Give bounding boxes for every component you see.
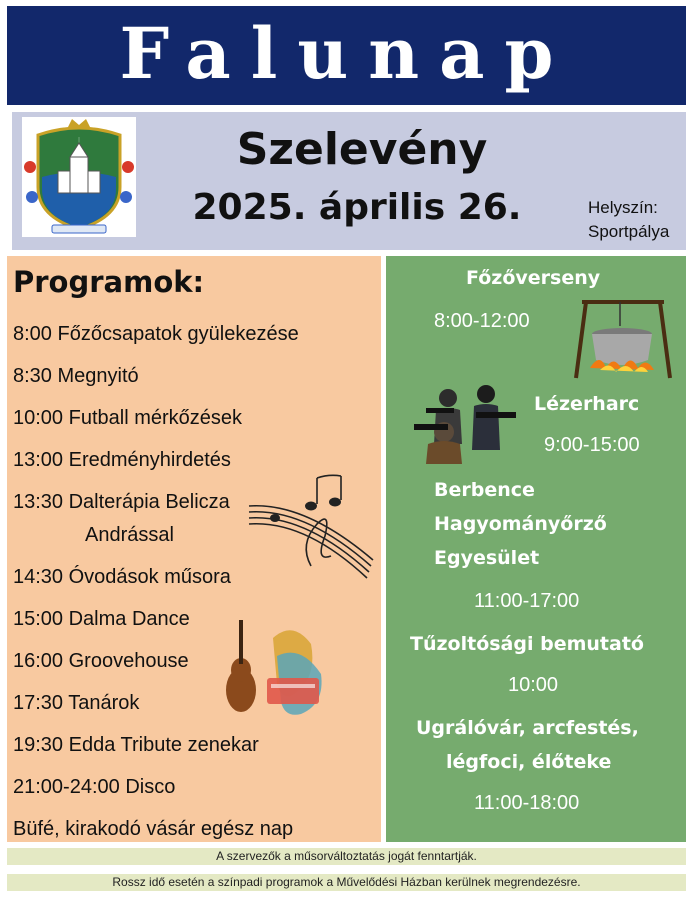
berbence-title-line1: Berbence xyxy=(434,479,535,501)
coat-of-arms-icon xyxy=(22,117,136,237)
event-date: 2025. április 26. xyxy=(192,187,522,228)
fun-activities-line1: Ugrálóvár, arcfestés, xyxy=(416,717,639,739)
location-label: Helyszín: xyxy=(588,198,658,217)
berbence-title-line3: Egyesület xyxy=(434,547,540,569)
cooking-contest-time: 8:00-12:00 xyxy=(434,310,530,332)
program-item-continuation: Andrással xyxy=(85,524,174,546)
program-item: 19:30 Edda Tribute zenekar xyxy=(13,734,259,756)
program-item: 15:00 Dalma Dance xyxy=(13,608,190,630)
program-item: 21:00-24:00 Disco xyxy=(13,776,176,798)
header-section xyxy=(12,112,686,250)
village-name: Szelevény xyxy=(236,124,488,175)
programs-panel xyxy=(7,256,381,842)
program-item: 16:00 Groovehouse xyxy=(13,650,189,672)
instruments-icon xyxy=(219,618,329,727)
program-item: 8:00 Főzőcsapatok gyülekezése xyxy=(13,323,299,345)
programs-heading: Programok: xyxy=(13,265,205,299)
program-item: 8:30 Megnyitó xyxy=(13,365,139,387)
title-banner xyxy=(7,6,686,105)
program-item: 13:30 Dalterápia Belicza xyxy=(13,491,230,513)
program-item: Büfé, kirakodó vásár egész nap xyxy=(13,818,294,840)
berbence-title-line2: Hagyományőrző xyxy=(434,513,607,535)
location-block xyxy=(588,196,688,244)
cooking-contest-title: Főzőverseny xyxy=(466,267,601,289)
weather-note: Rossz idő esetén a színpadi programok a Művelődési Házban kerülnek megrendezésre. xyxy=(7,874,686,891)
location-value: Sportpálya xyxy=(588,222,670,241)
fire-demo-time: 10:00 xyxy=(508,674,559,696)
laser-tag-title: Lézerharc xyxy=(534,393,640,415)
music-notes-icon xyxy=(245,474,377,585)
program-item: 10:00 Futball mérkőzések xyxy=(13,407,243,429)
laser-tag-players-icon xyxy=(414,384,518,469)
fun-activities-time: 11:00-18:00 xyxy=(474,792,580,814)
program-item: 13:00 Eredményhirdetés xyxy=(13,449,231,471)
laser-tag-time: 9:00-15:00 xyxy=(544,434,640,456)
fun-activities-line2: légfoci, élőteke xyxy=(446,751,612,773)
program-item: 14:30 Óvodások műsora xyxy=(13,566,231,588)
cooking-pot-icon xyxy=(570,294,676,385)
side-events-panel xyxy=(386,256,686,842)
poster-title: Falunap xyxy=(119,12,574,95)
program-item: 17:30 Tanárok xyxy=(13,692,140,714)
berbence-time: 11:00-17:00 xyxy=(474,590,580,612)
organizer-note: A szervezők a műsorváltoztatás jogát fenntartják. xyxy=(7,848,686,865)
fire-demo-title: Tűzoltósági bemutató xyxy=(410,633,644,655)
